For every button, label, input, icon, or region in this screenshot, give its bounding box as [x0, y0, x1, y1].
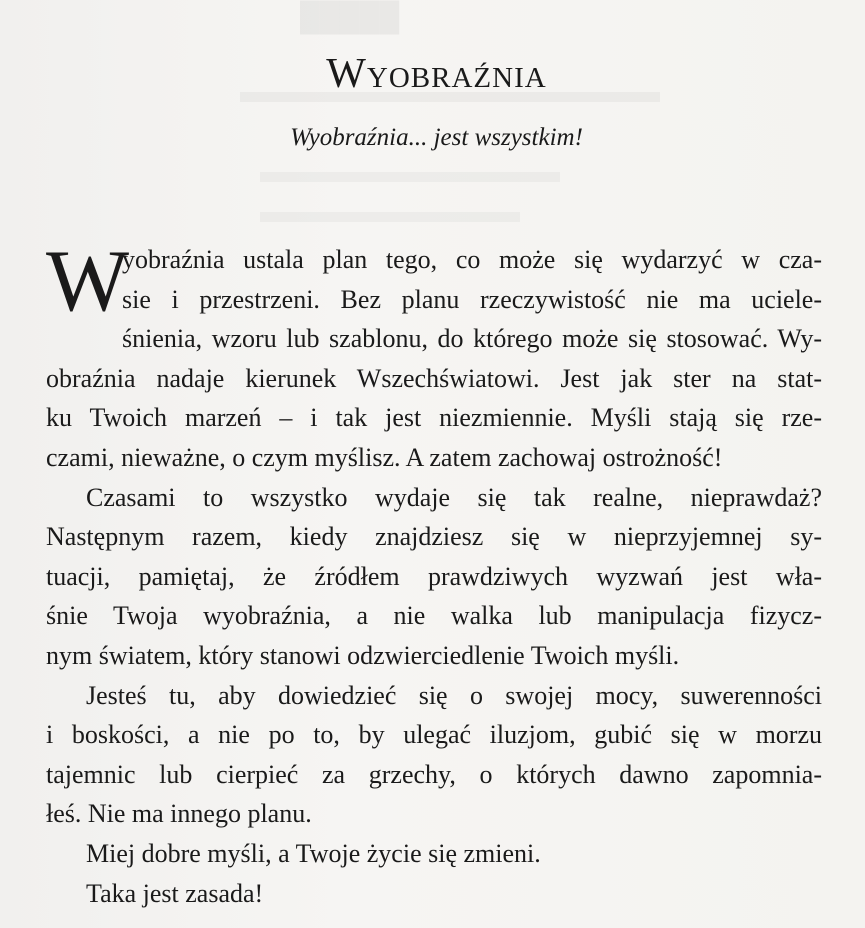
chapter-title: Wyobraźnia — [326, 51, 547, 98]
chapter-body — [46, 233, 822, 913]
text-line: tajemnic lub cierpieć za grzechy, o których dawno zapomnia- — [46, 759, 822, 789]
text-line: Miej dobre myśli, a Twoje życie się zmieni. — [86, 838, 541, 868]
text-line: yobraźnia ustala plan tego, co może się wydarzyć w cza- — [122, 245, 822, 274]
text-line: obraźnia nadaje kierunek Wszechświatowi. Jest jak ster na stat- — [46, 363, 822, 393]
chapter-subtitle: Wyobraźnia... jest wszystkim! — [290, 124, 583, 151]
text-line: czami, nieważne, o czym myślisz. A zatem zachowaj ostrożność! — [46, 442, 723, 472]
show-through-decoration — [260, 172, 560, 182]
text-line: sie i przestrzeni. Bez planu rzeczywistość nie ma uciele- — [122, 284, 822, 314]
text-line: nym światem, który stanowi odzwierciedlenie Twoich myśli. — [46, 640, 680, 670]
text-line: Taka jest zasada! — [86, 878, 264, 908]
drop-cap: W — [46, 233, 130, 330]
text-line: Czasami to wszystko wydaje się tak realne, nieprawdaż? — [86, 482, 822, 512]
text-line: i boskości, a nie po to, by ulegać iluzjom, gubić się w morzu — [46, 720, 822, 750]
text-line: łeś. Nie ma innego planu. — [46, 799, 312, 829]
text-line: Jesteś tu, aby dowiedzieć się o swojej mocy, suwerenności — [86, 680, 822, 710]
text-line: tuacji, pamiętaj, że źródłem prawdziwych wyzwań jest wła- — [46, 561, 822, 591]
text-line: Następnym razem, kiedy znajdziesz się w nieprzyjemnej sy- — [46, 522, 822, 552]
text-line: śnienia, wzoru lub szablonu, do którego może się stosować. Wy- — [122, 324, 822, 354]
show-through-decoration: █████ — [300, 2, 400, 33]
show-through-decoration — [260, 212, 520, 222]
text-line: ku Twoich marzeń – i tak jest niezmiennie. Myśli stają się rze- — [46, 403, 822, 433]
text-line: śnie Twoja wyobraźnia, a nie walka lub manipulacja fizycz- — [46, 601, 822, 631]
